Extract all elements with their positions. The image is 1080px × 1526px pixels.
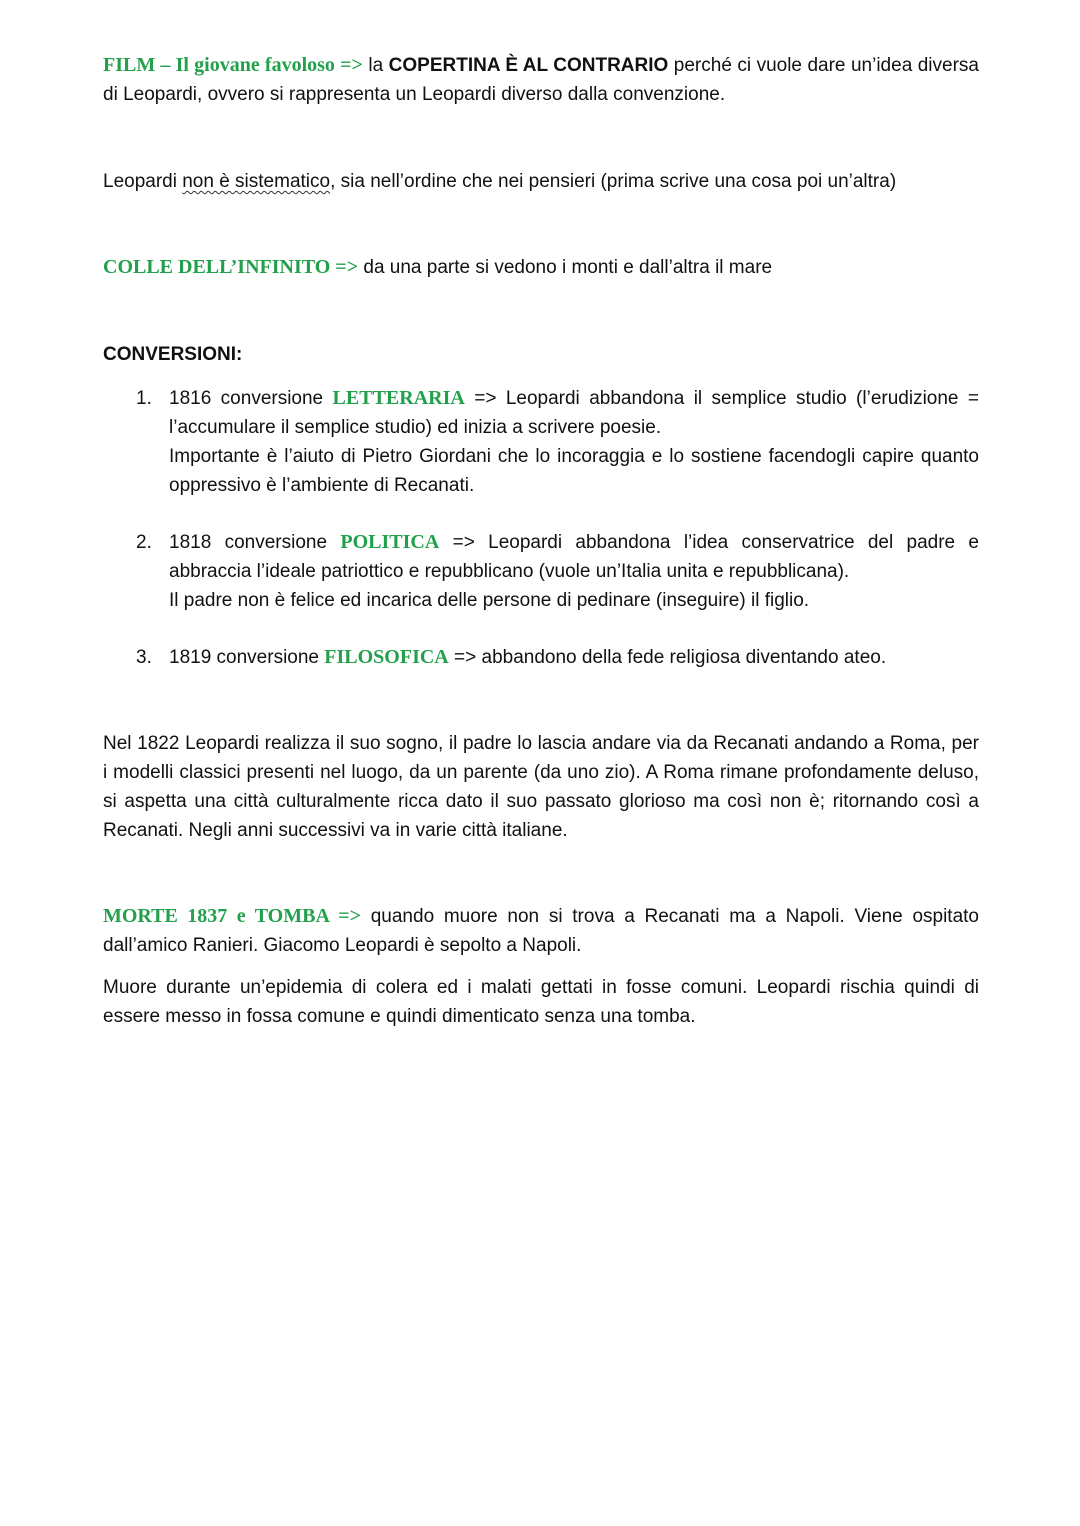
morte-text: quando muore non si trova a Recanati ma a Napoli. Viene ospitato dall’amico Ranieri. Giacomo Leopardi è sepolto a Napoli.	[103, 906, 979, 956]
sistematico-underlined: non è sistematico	[182, 171, 331, 192]
list-number: 3.	[136, 647, 152, 668]
list-number: 2.	[136, 532, 152, 553]
list-item-post: => Leopardi abbandona l’idea conservatrice del padre e abbraccia l’ideale patriottico e repubblicano (vuole un’Italia unita e repubblicana).	[169, 532, 979, 582]
list-item-main	[169, 643, 979, 672]
colle-text: da una parte si vedono i monti e dall’altra il mare	[358, 257, 773, 278]
film-paragraph	[103, 51, 979, 109]
list-item-extra: Il padre non è felice ed incarica delle persone di pedinare (inseguire) il figlio.	[169, 590, 810, 611]
morte-label: MORTE 1837	[103, 905, 228, 927]
film-bold-text: COPERTINA È AL CONTRARIO	[388, 55, 669, 76]
conversion-keyword: LETTERARIA	[332, 387, 465, 409]
conversion-keyword: FILOSOFICA	[324, 646, 449, 668]
list-item	[136, 384, 979, 500]
list-item-pre: 1819 conversione	[169, 647, 325, 668]
colle-label: COLLE DELL’INFINITO =>	[103, 256, 359, 278]
film-label: FILM – Il giovane favoloso =>	[103, 54, 363, 76]
sistematico-paragraph	[103, 167, 979, 196]
colle-paragraph	[103, 253, 979, 282]
list-item	[136, 528, 979, 615]
list-item-main	[169, 528, 979, 586]
list-number: 1.	[136, 388, 152, 409]
list-item-main	[169, 384, 979, 442]
sistematico-pre: Leopardi	[103, 171, 183, 192]
list-item-post: => Leopardi abbandona il semplice studio (l’erudizione = l’accumulare il semplice studio) ed inizia a scrivere poesie.	[169, 388, 979, 438]
list-item-pre: 1816 conversione	[169, 388, 333, 409]
sistematico-post: , sia nell’ordine che nei pensieri (prima scrive una cosa poi un’altra)	[330, 171, 897, 192]
conversion-keyword: POLITICA	[340, 531, 440, 553]
roma-paragraph: Nel 1822 Leopardi realizza il suo sogno, il padre lo lascia andare via da Recanati andando a Roma, per i modelli classici presenti nel luogo, da un parente (da uno zio). A Roma rimane profondamente deluso, si aspetta una città culturalmente ricca dato il suo passato glorioso ma così non è; ritornando così a Recanati. Negli anni successivi va in varie città italiane.	[103, 733, 979, 841]
list-item-pre: 1818 conversione	[169, 532, 341, 553]
morte-paragraph	[103, 902, 979, 960]
conversioni-heading: CONVERSIONI:	[103, 344, 243, 365]
film-pre: la	[362, 55, 389, 76]
list-item-post: => abbandono della fede religiosa diventando ateo.	[448, 647, 887, 668]
tomba-label: TOMBA =>	[254, 905, 362, 927]
list-item	[136, 643, 979, 672]
colera-paragraph: Muore durante un’epidemia di colera ed i malati gettati in fosse comuni. Leopardi rischia quindi di essere messo in fossa comune e quindi dimenticato senza una tomba.	[103, 977, 979, 1027]
morte-conj: e	[227, 905, 255, 927]
film-post: perché ci vuole dare un’idea diversa di Leopardi, ovvero si rappresenta un Leopardi diverso dalla convenzione.	[103, 55, 979, 105]
list-item-extra: Importante è l’aiuto di Pietro Giordani che lo incoraggia e lo sostiene facendogli capire quanto oppressivo è l’ambiente di Recanati.	[169, 446, 979, 496]
